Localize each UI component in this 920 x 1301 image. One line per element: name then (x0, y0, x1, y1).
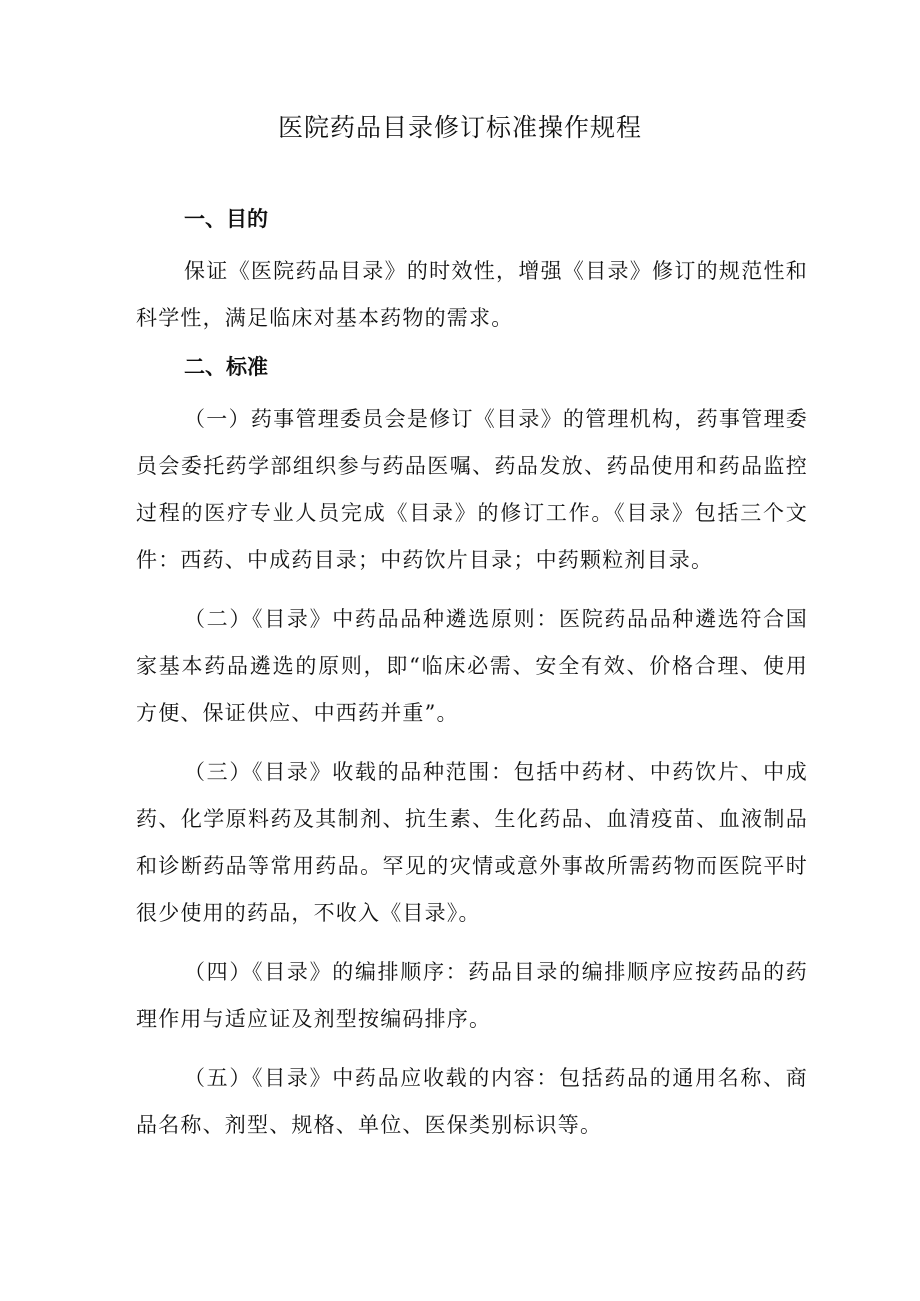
section-heading-purpose: 一、目的 (184, 206, 268, 231)
document-body (136, 200, 808, 1149)
paragraph-standard-3: （三）《目录》收载的品种范围：包括中药材、中药饮片、中成药、化学原料药及其制剂、抗生素、生化药品、血清疫苗、血液制品和诊断药品等常用药品。罕见的灾情或意外事故所需药物而医院平时很少使用的药品，不收入《目录》。 (136, 760, 808, 925)
document-title: 医院药品目录修订标准操作规程 (277, 113, 642, 142)
paragraph-standard-5: （五）《目录》中药品应收载的内容：包括药品的通用名称、商品名称、剂型、规格、单位、医保类别标识等。 (136, 1066, 808, 1137)
paragraph-standard-1: （一）药事管理委员会是修订《目录》的管理机构，药事管理委员会委托药学部组织参与药品医嘱、药品发放、药品使用和药品监控过程的医疗专业人员完成《目录》的修订工作。《目录》包括三个文件：西药、中成药目录；中药饮片目录；中药颗粒剂目录。 (136, 407, 808, 572)
section-heading-standard: 二、标准 (184, 354, 268, 379)
paragraph-standard-2: （二）《目录》中药品品种遴选原则：医院药品品种遴选符合国家基本药品遴选的原则，即“临床必需、安全有效、价格合理、使用方便、保证供应、中西药并重”。 (136, 607, 808, 725)
paragraph-purpose: 保证《医院药品目录》的时效性，增强《目录》修订的规范性和科学性，满足临床对基本药物的需求。 (136, 259, 808, 330)
paragraph-standard-4: （四）《目录》的编排顺序：药品目录的编排顺序应按药品的药理作用与适应证及剂型按编码排序。 (136, 960, 808, 1031)
